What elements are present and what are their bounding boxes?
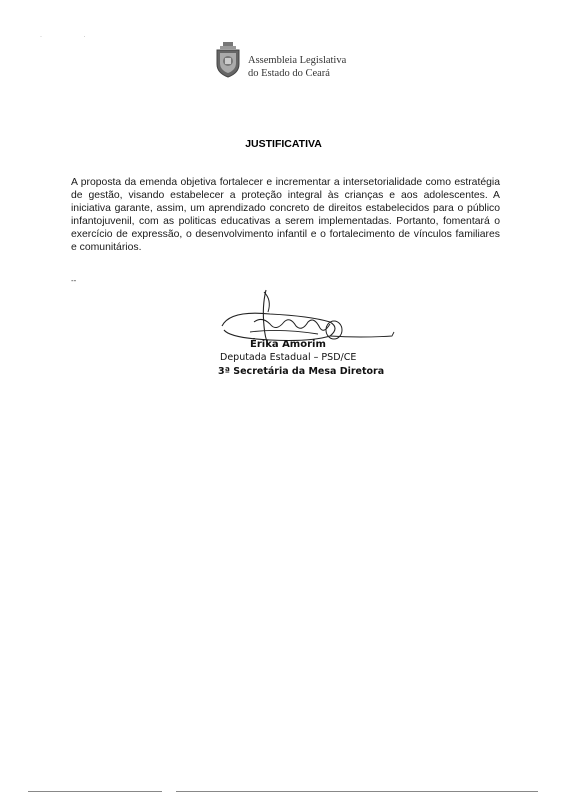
justification-paragraph: A proposta da emenda objetiva fortalecer e incrementar a intersetorialidade como estratégia de gestão, visando estabelecer a proteção integral às crianças e aos adolescentes. A iniciativa garante, assim, um aprendizado concreto de direitos estabelecidos para o público infantojuvenil, com as politicas educativas a serem implementadas. Portanto, fomentará o exercício de expressão, o desenvolvimento infantil e o fortalecimento de vínculos familiares e comunitários. [71, 177, 500, 253]
separator-dashes: -- [71, 276, 77, 285]
signatory-role: Deputada Estadual – PSD/CE [220, 352, 357, 363]
footer-rule-left [28, 791, 162, 792]
org-name-line2: do Estado do Ceará [248, 68, 330, 79]
org-name [248, 54, 346, 80]
state-seal-icon [214, 42, 242, 78]
letterhead [214, 42, 414, 82]
signatory-name: Érika Amorim [250, 339, 326, 350]
document-title: JUSTIFICATIVA [245, 138, 322, 150]
org-name-line1: Assembleia Legislativa [248, 55, 347, 66]
footer-rule-right [176, 791, 538, 792]
signatory-office: 3ª Secretária da Mesa Diretora [218, 366, 385, 377]
scan-artifact-dots: · · [40, 34, 106, 40]
